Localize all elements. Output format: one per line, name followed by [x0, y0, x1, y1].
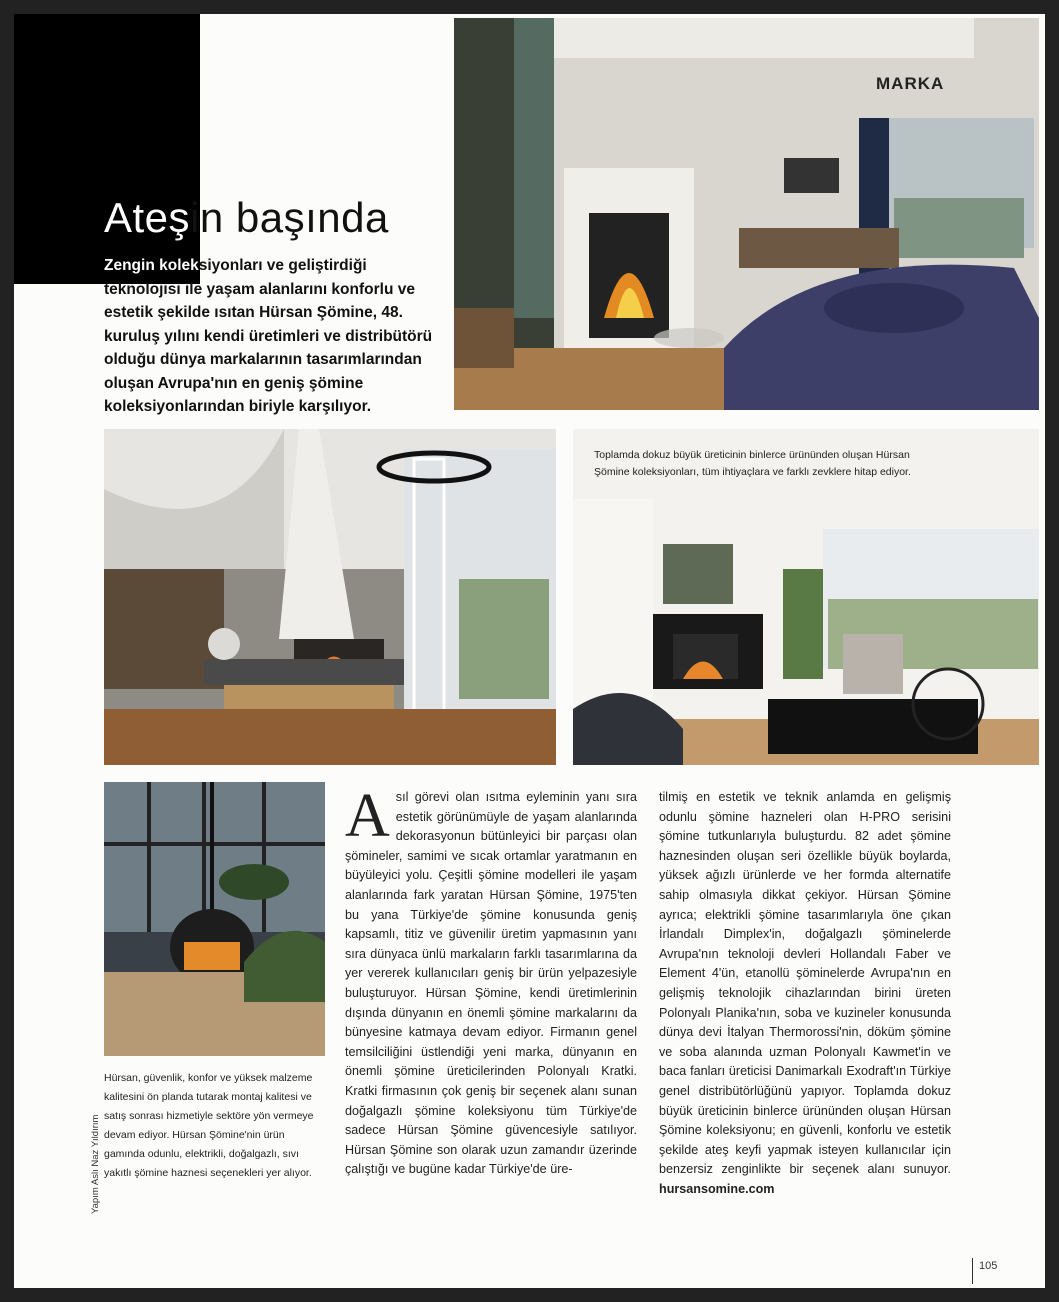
intro-part-white: Zengin kolek	[104, 257, 199, 274]
black-corner-block	[14, 14, 200, 284]
title-part-white: Ateş	[104, 194, 191, 241]
dropcap-letter: A	[345, 782, 390, 850]
photo-modern-fireplace	[104, 429, 556, 765]
photo-credit: Yapım Aslı Naz Yıldırım	[90, 1114, 101, 1214]
article-intro	[104, 254, 444, 419]
body-column-2-text: tilmiş en estetik ve teknik anlamda en gelişmiş odunlu şömine hazneleri olan H-PRO serisini şömine tutkunlarıyla buluşturdu. 82 adet şömine haznesinden oluşan seri özellikle büyük boylarda, yüksek ağızlı ürünlerde ve her formda alternatife sahip olmasıyla dikkat çekiyor. Hürsan Şömine ayrıca; elektrikli şömine tasarımlarıyla öne çıkan İrlandalı Dimplex'in, doğalgazlı şöminelerde Avrupa'nın teknoloji devleri Hollandalı Faber ve Element 4'ün, etanollü şöminelerde Avrupa'nın en gelişmiş teknolojik cihazlarından birini üreten Polonyalı Planika'nın, soba ve kuzineler konusunda dünya devi İtalyan Thermorossi'nin, döküm şömine ve soba alanında uzman Polonyalı Kawmet'in ve baca fanları üreticisi Danimarkalı Exodraft'ın Türkiye genel distribütörlüğünü yapıyor. Toplamda dokuz büyük üreticinin binlerce ürününden oluşan Hürsan Şömine koleksiyonu; en güvenli, konforlu ve estetik şekilde ateş keyfi yapmak isteyen kullanıcılar için benzersiz zenginlikte bir seçenek alanı sunuyor.	[659, 790, 951, 1177]
living-room-caption: Toplamda dokuz büyük üreticinin binlerce ürününden oluşan Hürsan Şömine koleksiyonları, tüm ihtiyaçlara ve farklı zevklere hitap ediyor.	[594, 449, 911, 478]
article-title	[104, 194, 389, 242]
intro-part-dark: siyonları ve geliştirdiği teknolojisi ile yaşam alanlarını konforlu ve estetik şekilde ısıtan Hürsan Şömine, 48. kuruluş yılını kendi üretimleri ve distribütörü olduğu dünya markalarının tasarımlarından oluşan Avrupa'nın en geniş şömine koleksiyonlarından biriyle karşılıyor.	[104, 257, 433, 415]
website-link[interactable]: hursansomine.com	[659, 1181, 775, 1196]
section-label: MARKA	[876, 74, 945, 93]
body-column-2	[659, 788, 951, 1199]
magazine-page	[14, 14, 1045, 1288]
body-column-1	[345, 782, 637, 1180]
page-number: 105	[972, 1258, 997, 1284]
photo-suspended-fireplace	[104, 782, 325, 1056]
title-part-dark: in başında	[190, 194, 389, 241]
penthouse-caption: Hürsan, güvenlik, konfor ve yüksek malzeme kalitesini ön planda tutarak montaj kalitesi ve satış sonrası hizmetiyle sektöre yön vermeye devam ediyor. Hürsan Şömine'nin ürün gamında odunlu, elektrikli, doğalgazlı, sıvı yakıtlı şömine haznesi seçenekleri yer alıyor.	[104, 1072, 314, 1179]
body-column-1-text: sıl görevi olan ısıtma eyleminin yanı sıra estetik görünümüyle de yaşam alanlarında dekorasyonun bütünleyici bir parçası olan şömineler, samimi ve sıcak ortamlar yaratmanın en büyüleyici yolu. Çeşitli şömine modelleri ile yaşam alanlarında fark yaratan Hürsan Şömine, 1975'ten bu yana Türkiye'de şömine konusunda geniş kapsamlı, titiz ve güvenilir üretim yapmasının yanı sıra dünyaca ünlü markaların farklı tasarımlarına da yer vererek kullanıcıları geniş bir ürün yelpazesiyle buluşturuyor. Hürsan Şömine, kendi üretimlerinin dışında dünyanın en önemli şömine markalarını da bünyesine katmaya devam ediyor. Firmanın genel temsilciliğini üstlendiği yeni marka, dünyanın en önemli şömine üreticilerinden Polonyalı Kratki. Kratki firmasının çok geniş bir seçenek alanı sunan doğalgazlı şömine koleksiyonu tüm Türkiye'de sadece Hürsan Şömine güvencesiyle satılıyor. Hürsan Şömine son olarak uzun zamandır üzerinde çalıştığı ve bugüne kadar Türkiye'de üre-	[345, 790, 637, 1177]
photo-living-room-fireplace	[454, 18, 1039, 410]
